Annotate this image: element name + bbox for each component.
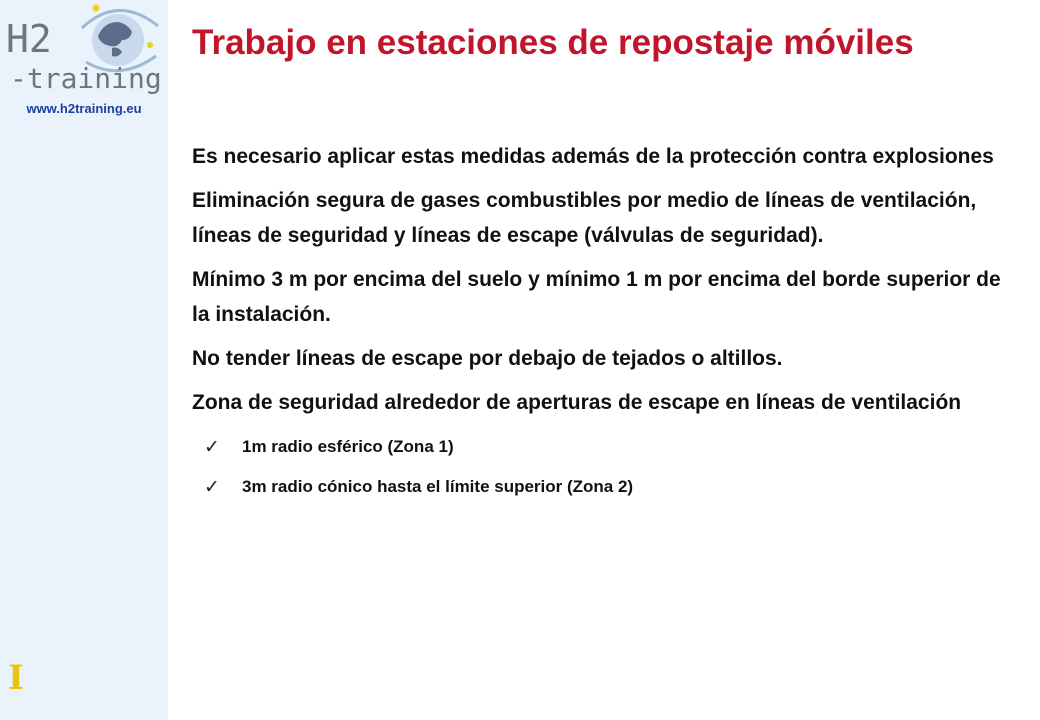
paragraph: Mínimo 3 m por encima del suelo y mínimo 1 m por encima del borde superior de la instalación. [192, 268, 1001, 326]
sidebar [0, 0, 168, 720]
svg-text:-training: -training [10, 62, 162, 95]
h2-training-logo [0, 0, 168, 100]
checklist-item [204, 474, 1012, 500]
checklist-text: 1m radio esférico (Zona 1) [242, 437, 454, 456]
paragraph: Zona de seguridad alrededor de aperturas de escape en líneas de ventilación [192, 391, 962, 414]
paragraph: Es necesario aplicar estas medidas además de la protección contra explosiones [192, 145, 994, 168]
paragraph: No tender líneas de escape por debajo de tejados o altillos. [192, 347, 783, 370]
checklist-text: 3m radio cónico hasta el límite superior (Zona 2) [242, 477, 634, 496]
website-url[interactable]: www.h2training.eu [26, 101, 142, 116]
svg-text:H2: H2 [6, 17, 52, 61]
paragraph: Eliminación segura de gases combustibles por medio de líneas de ventilación, líneas de seguridad y líneas de escape (válvulas de seguridad). [192, 189, 977, 247]
checklist-item [204, 434, 1012, 460]
slide-title: Trabajo en estaciones de repostaje móviles [192, 23, 914, 62]
checkmark-icon: ✓ [204, 436, 220, 458]
checkmark-icon: ✓ [204, 476, 220, 498]
text-cursor-icon: I [8, 658, 24, 698]
slide-body [192, 139, 1012, 514]
